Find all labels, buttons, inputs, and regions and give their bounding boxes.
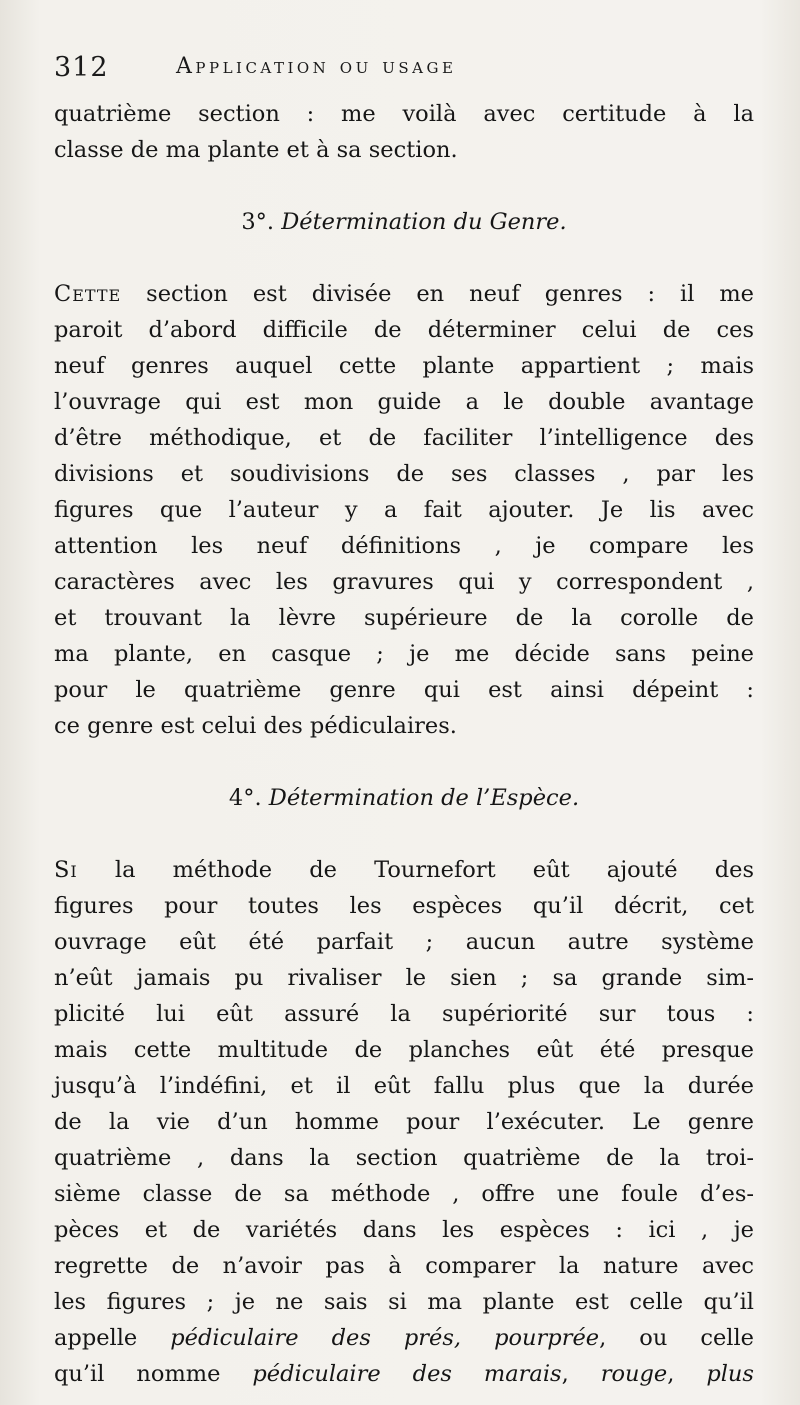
text-line: qu’il nomme pédiculaire des marais, rouge, plus — [54, 1361, 754, 1387]
text-line: regrette de n’avoir pas à comparer la nature avec — [54, 1253, 754, 1279]
text-line: et trouvant la lèvre supérieure de la corolle de — [54, 605, 754, 631]
text-line: n’eût jamais pu rivaliser le sien ; sa grande sim- — [54, 965, 754, 991]
heading-title: Détermination du Genre. — [281, 209, 567, 235]
text-line: quatrième section : me voilà avec certitude à la — [54, 101, 754, 127]
heading-number: 3°. — [241, 209, 275, 235]
body-text — [54, 96, 754, 1392]
italic-term: rouge — [600, 1361, 668, 1387]
section-heading-espece — [54, 780, 754, 816]
text-line: quatrième , dans la section quatrième de la troi- — [54, 1145, 754, 1171]
text-line: ma plante, en casque ; je me décide sans peine — [54, 641, 754, 667]
text-line: neuf genres auquel cette plante appartient ; mais — [54, 353, 754, 379]
page-header — [54, 52, 754, 92]
text-line: appelle pédiculaire des prés, pourprée, ou celle — [54, 1325, 754, 1351]
text-line: Si la méthode de Tournefort eût ajouté des — [54, 857, 754, 883]
text-line: plicité lui eût assuré la supériorité sur tous : — [54, 1001, 754, 1027]
text-line: attention les neuf définitions , je compare les — [54, 533, 754, 559]
text-line: mais cette multitude de planches eût été presque — [54, 1037, 754, 1063]
text-line: pèces et de variétés dans les espèces : ici , je — [54, 1217, 754, 1243]
italic-term: pédiculaire des prés, pourprée — [170, 1325, 600, 1351]
text-line: ce genre est celui des pédiculaires. — [54, 713, 457, 739]
text-line: de la vie d’un homme pour l’exécuter. Le genre — [54, 1109, 754, 1135]
text-line: figures que l’auteur y a fait ajouter. Je lis avec — [54, 497, 754, 523]
text-line: l’ouvrage qui est mon guide a le double avantage — [54, 389, 754, 415]
text-line: sième classe de sa méthode , offre une foule d’es- — [54, 1181, 754, 1207]
page-number: 312 — [54, 52, 109, 83]
text-line: figures pour toutes les espèces qu’il décrit, cet — [54, 893, 754, 919]
text-line: d’être méthodique, et de faciliter l’intelligence des — [54, 425, 754, 451]
running-title: Application ou usage — [176, 54, 457, 79]
drop-word: Si — [54, 857, 78, 883]
text-line: classe de ma plante et à sa section. — [54, 137, 458, 163]
drop-word: Cette — [54, 281, 122, 307]
text-line: divisions et soudivisions de ses classes , par les — [54, 461, 754, 487]
text-line: caractères avec les gravures qui y correspondent , — [54, 569, 754, 595]
italic-term: pédiculaire des marais — [252, 1361, 562, 1387]
heading-number: 4°. — [228, 785, 262, 811]
text-line: ouvrage eût été parfait ; aucun autre système — [54, 929, 754, 955]
heading-title: Détermination de l’Espèce. — [268, 785, 580, 811]
italic-term: plus — [706, 1361, 754, 1387]
text-line: Cette section est divisée en neuf genres : il me — [54, 281, 754, 307]
text-line: paroit d’abord difficile de déterminer celui de ces — [54, 317, 754, 343]
text-line: jusqu’à l’indéfini, et il eût fallu plus que la durée — [54, 1073, 754, 1099]
text-line: les figures ; je ne sais si ma plante est celle qu’il — [54, 1289, 754, 1315]
text-line: pour le quatrième genre qui est ainsi dépeint : — [54, 677, 754, 703]
section-heading-genre — [54, 204, 754, 240]
